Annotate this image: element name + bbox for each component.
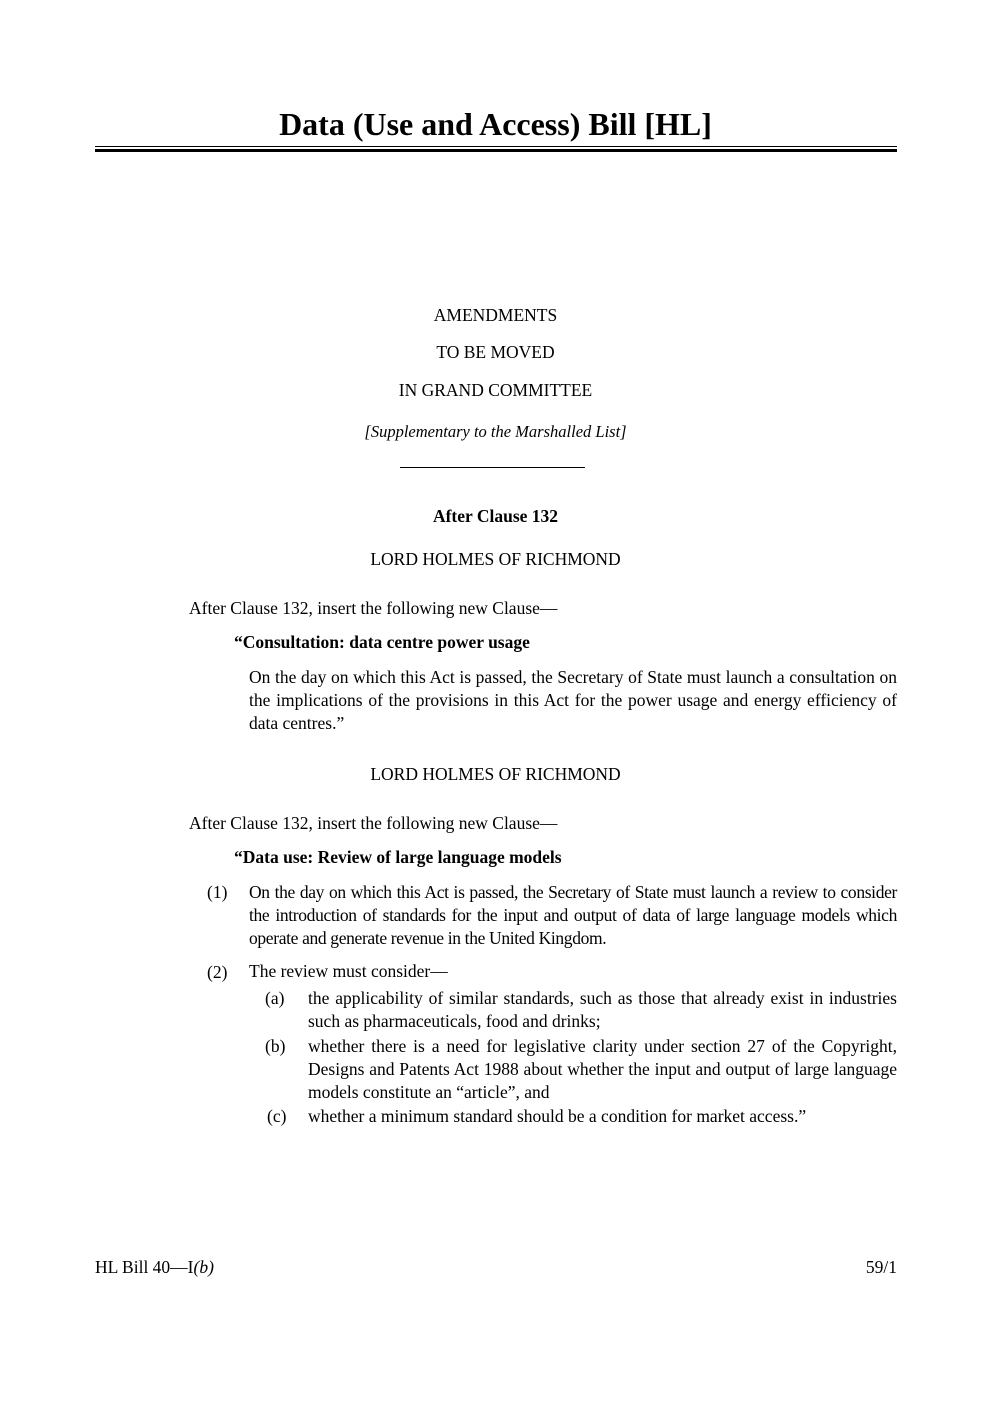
section-heading: After Clause 132 <box>432 506 559 526</box>
footer-page-ref: 59/1 <box>865 1257 897 1277</box>
footer-bill-ref <box>95 1257 214 1278</box>
paragraph-number: (b) <box>265 1036 286 1056</box>
intro-line-1: AMENDMENTS <box>433 305 558 325</box>
paragraph-text: whether there is a need for legislative clarity under section 27 of the Copyright, Designs and Patents Act 1988 about whether the input and output of large language models constitute an “article”, and <box>308 1036 897 1102</box>
bill-title: Data (Use and Access) Bill [HL] <box>279 106 712 142</box>
subsection-number: (2) <box>207 962 228 982</box>
subsection-text: The review must consider— <box>249 961 448 981</box>
bill-ref-suffix: (b) <box>193 1257 214 1277</box>
amendment-2-mover: LORD HOLMES OF RICHMOND <box>370 764 621 784</box>
amendment-1-text: On the day on which this Act is passed, the Secretary of State must launch a consultation on the implications of the provisions in this Act for the power usage and energy efficiency of data centres.” <box>249 667 897 733</box>
intro-note: [Supplementary to the Marshalled List] <box>364 422 627 441</box>
intro-line-3: IN GRAND COMMITTEE <box>398 380 593 400</box>
bill-ref-text: HL Bill 40—I <box>95 1257 194 1277</box>
paragraph-text: whether a minimum standard should be a condition for market access.” <box>308 1106 807 1126</box>
separator-rule <box>400 467 585 468</box>
paragraph-number: (a) <box>265 988 285 1008</box>
amendment-2-clause-title: “Data use: Review of large language models <box>234 847 562 867</box>
paragraph-text: the applicability of similar standards, such as those that already exist in industries such as pharmaceuticals, food and drinks; <box>308 988 897 1031</box>
amendment-1-instruction: After Clause 132, insert the following new Clause— <box>189 598 558 618</box>
intro-line-2: TO BE MOVED <box>436 342 555 362</box>
paragraph-number: (c) <box>267 1106 287 1126</box>
subsection-text: On the day on which this Act is passed, the Secretary of State must launch a review to consider the introduction of standards for the input and output of data of large language models which operate and generate revenue in the United Kingdom. <box>249 882 897 948</box>
amendment-2-instruction: After Clause 132, insert the following new Clause— <box>189 813 558 833</box>
title-rule-thin <box>95 146 897 147</box>
amendment-1-clause-title: “Consultation: data centre power usage <box>234 632 530 652</box>
subsection-number: (1) <box>207 882 228 902</box>
title-rule-thick <box>95 149 897 152</box>
amendment-1-mover: LORD HOLMES OF RICHMOND <box>370 549 621 569</box>
